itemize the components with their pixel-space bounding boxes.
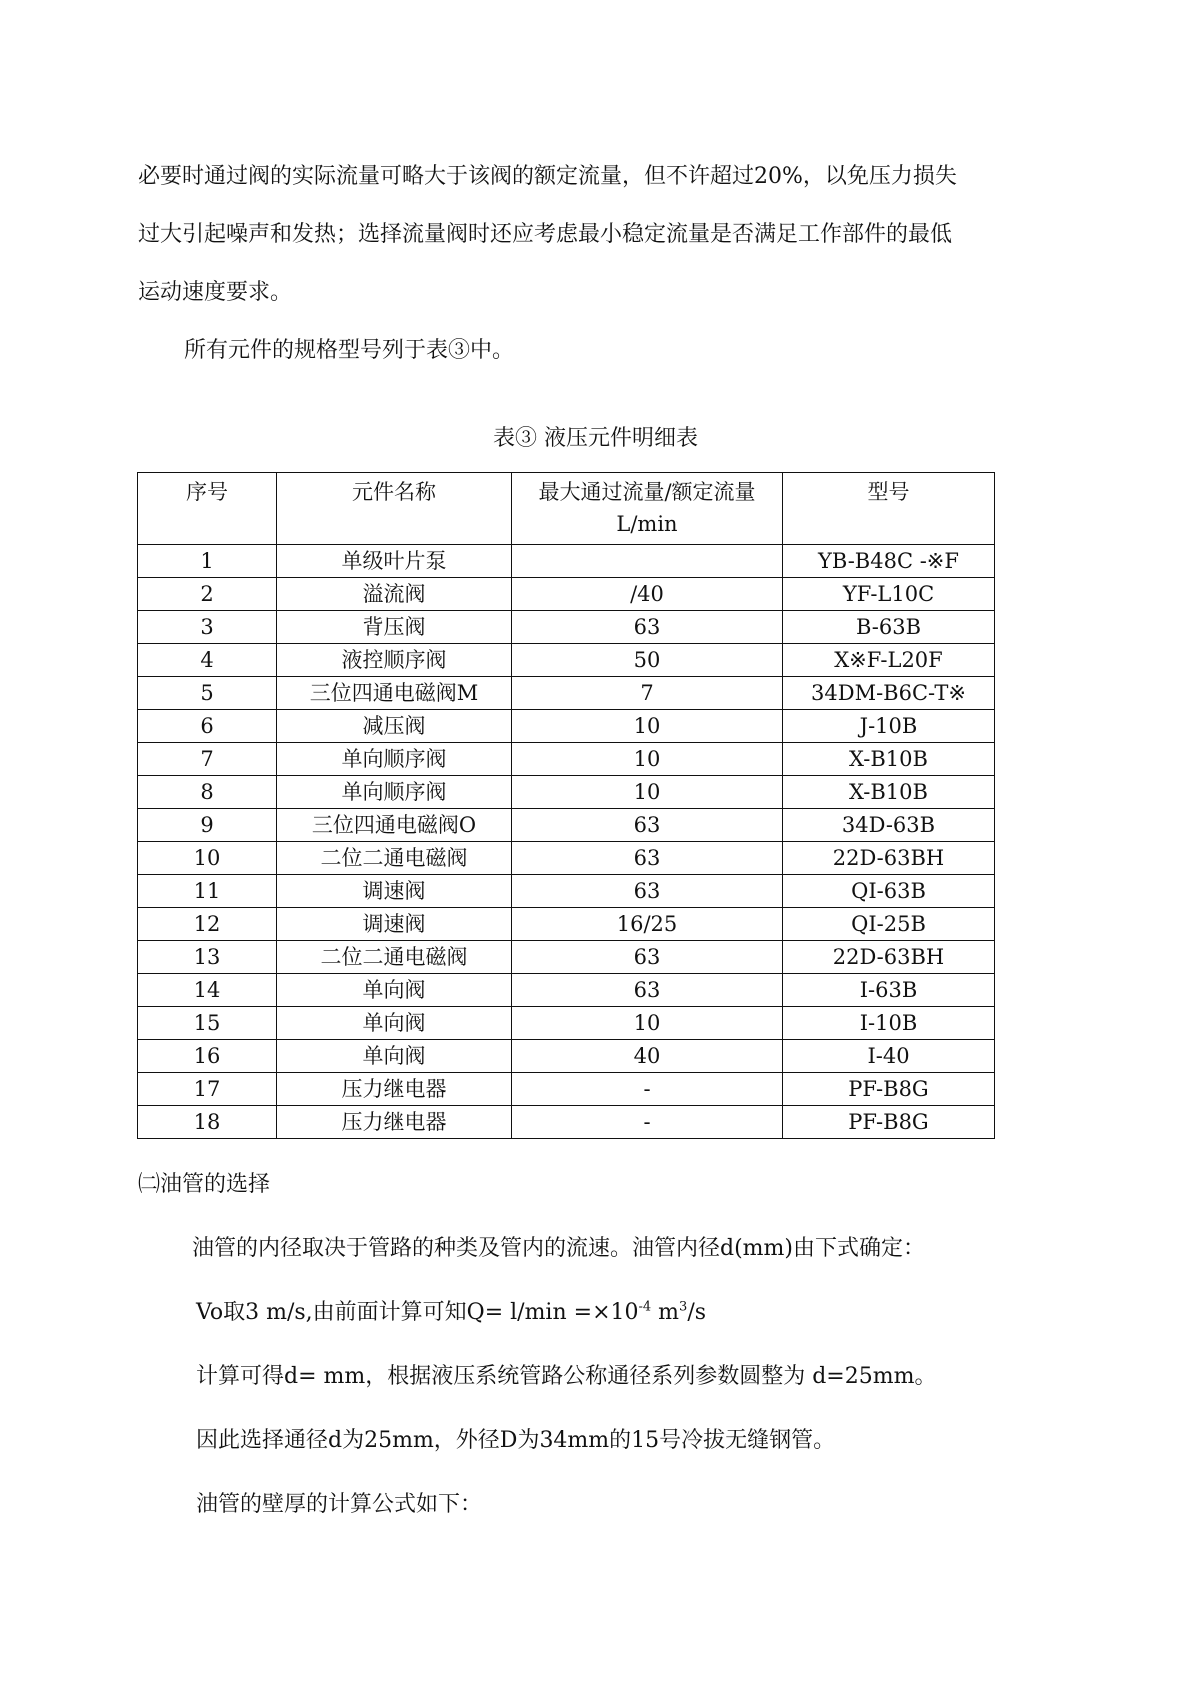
- table-cell: 单向顺序阀: [277, 743, 512, 776]
- table-cell: 17: [138, 1073, 277, 1106]
- paragraph-line: 所有元件的规格型号列于表③中。: [184, 338, 515, 363]
- paragraph-line: 运动速度要求。: [138, 280, 293, 305]
- table-cell: 6: [138, 710, 277, 743]
- table-cell: -: [512, 1106, 783, 1139]
- table-cell: I-40: [783, 1040, 995, 1073]
- table-cell: X-B10B: [783, 743, 995, 776]
- table-cell: 液控顺序阀: [277, 644, 512, 677]
- exponent: -4: [638, 1299, 652, 1315]
- table-cell: 40: [512, 1040, 783, 1073]
- table-cell: PF-B8G: [783, 1106, 995, 1139]
- table-cell: 二位二通电磁阀: [277, 941, 512, 974]
- table-cell: 14: [138, 974, 277, 1007]
- table-cell: 10: [512, 776, 783, 809]
- table-cell: I-63B: [783, 974, 995, 1007]
- table-row: [138, 1073, 995, 1106]
- table-cell: 63: [512, 941, 783, 974]
- table-cell: 50: [512, 644, 783, 677]
- table-cell: QI-63B: [783, 875, 995, 908]
- table-cell: 34D-63B: [783, 809, 995, 842]
- table-cell: 4: [138, 644, 277, 677]
- table-cell: 63: [512, 974, 783, 1007]
- table-cell: 10: [512, 743, 783, 776]
- table-cell: 调速阀: [277, 875, 512, 908]
- formula-unit: /s: [687, 1300, 707, 1325]
- table-cell: 压力继电器: [277, 1073, 512, 1106]
- paragraph-line: 油管的壁厚的计算公式如下：: [196, 1492, 483, 1517]
- table-cell: 18: [138, 1106, 277, 1139]
- table-cell: 单向阀: [277, 1040, 512, 1073]
- table-cell: 2: [138, 578, 277, 611]
- table-cell: 5: [138, 677, 277, 710]
- paragraph-line: 过大引起噪声和发热；选择流量阀时还应考虑最小稳定流量是否满足工作部件的最低: [138, 222, 953, 247]
- table-row: [138, 545, 995, 578]
- table-row: [138, 677, 995, 710]
- table-cell: 压力继电器: [277, 1106, 512, 1139]
- table-cell: 减压阀: [277, 710, 512, 743]
- table-cell: 63: [512, 875, 783, 908]
- table-cell: 10: [512, 710, 783, 743]
- table-cell: 9: [138, 809, 277, 842]
- table-cell: 11: [138, 875, 277, 908]
- table-cell: PF-B8G: [783, 1073, 995, 1106]
- table-row: [138, 941, 995, 974]
- table-cell: X-B10B: [783, 776, 995, 809]
- table-row: [138, 809, 995, 842]
- table-row: [138, 710, 995, 743]
- table-cell: 单向顺序阀: [277, 776, 512, 809]
- table-cell: 12: [138, 908, 277, 941]
- paragraph-line: 计算可得d= mm，根据液压系统管路公称通径系列参数圆整为 d=25mm。: [196, 1364, 937, 1389]
- section-heading: ㈡油管的选择: [138, 1172, 271, 1197]
- table-cell: 单级叶片泵: [277, 545, 512, 578]
- paragraph-line: 油管的内径取决于管路的种类及管内的流速。油管内径d(mm)由下式确定：: [192, 1236, 925, 1261]
- table-caption: 表③ 液压元件明细表: [493, 426, 698, 451]
- table-row: [138, 875, 995, 908]
- table-cell: 63: [512, 842, 783, 875]
- paragraph-line: [196, 1298, 706, 1328]
- table-cell: 13: [138, 941, 277, 974]
- table-row: [138, 1040, 995, 1073]
- table-cell: B-63B: [783, 611, 995, 644]
- formula-unit: m: [651, 1300, 680, 1325]
- table-cell: 22D-63BH: [783, 941, 995, 974]
- table-row: [138, 974, 995, 1007]
- table-row: [138, 644, 995, 677]
- table-cell: QI-25B: [783, 908, 995, 941]
- table-cell: 三位四通电磁阀O: [277, 809, 512, 842]
- table-cell: 22D-63BH: [783, 842, 995, 875]
- table-row: [138, 1106, 995, 1139]
- table-cell: 3: [138, 611, 277, 644]
- table-row: [138, 743, 995, 776]
- table-cell: 10: [138, 842, 277, 875]
- table-cell: 16: [138, 1040, 277, 1073]
- table-cell: 7: [512, 677, 783, 710]
- formula-text: Vo取3 m/s,由前面计算可知Q= l/min =×10: [196, 1300, 639, 1325]
- table-cell: 63: [512, 611, 783, 644]
- table-cell: 7: [138, 743, 277, 776]
- table-cell: 调速阀: [277, 908, 512, 941]
- table-row: [138, 908, 995, 941]
- column-header: 最大通过流量/额定流量L/min: [512, 473, 783, 545]
- table-cell: 8: [138, 776, 277, 809]
- table-row: [138, 578, 995, 611]
- column-header: 型号: [783, 473, 995, 545]
- paragraph-line: 因此选择通径d为25mm，外径D为34mm的15号冷拔无缝钢管。: [196, 1428, 836, 1453]
- table-cell: 二位二通电磁阀: [277, 842, 512, 875]
- exponent: 3: [679, 1299, 688, 1315]
- table-cell: 34DM-B6C-T※: [783, 677, 995, 710]
- components-table: [137, 472, 995, 1139]
- table-cell: 10: [512, 1007, 783, 1040]
- table-row: [138, 842, 995, 875]
- table-row: [138, 1007, 995, 1040]
- column-header: 序号: [138, 473, 277, 545]
- table-cell: 63: [512, 809, 783, 842]
- table-row: [138, 776, 995, 809]
- table-cell: YB-B48C -※F: [783, 545, 995, 578]
- table-cell: 溢流阀: [277, 578, 512, 611]
- table-cell: YF-L10C: [783, 578, 995, 611]
- table-cell: J-10B: [783, 710, 995, 743]
- table-row: [138, 611, 995, 644]
- table-cell: [512, 545, 783, 578]
- table-cell: -: [512, 1073, 783, 1106]
- table-cell: 背压阀: [277, 611, 512, 644]
- table-cell: X※F-L20F: [783, 644, 995, 677]
- table-cell: 单向阀: [277, 974, 512, 1007]
- table-header-row: [138, 473, 995, 545]
- table-cell: 三位四通电磁阀M: [277, 677, 512, 710]
- table-cell: I-10B: [783, 1007, 995, 1040]
- table-cell: /40: [512, 578, 783, 611]
- table-cell: 16/25: [512, 908, 783, 941]
- table-cell: 单向阀: [277, 1007, 512, 1040]
- column-header: 元件名称: [277, 473, 512, 545]
- table-body: [138, 545, 995, 1139]
- table-cell: 15: [138, 1007, 277, 1040]
- paragraph-line: 必要时通过阀的实际流量可略大于该阀的额定流量，但不许超过20%，以免压力损失: [138, 164, 957, 189]
- table-cell: 1: [138, 545, 277, 578]
